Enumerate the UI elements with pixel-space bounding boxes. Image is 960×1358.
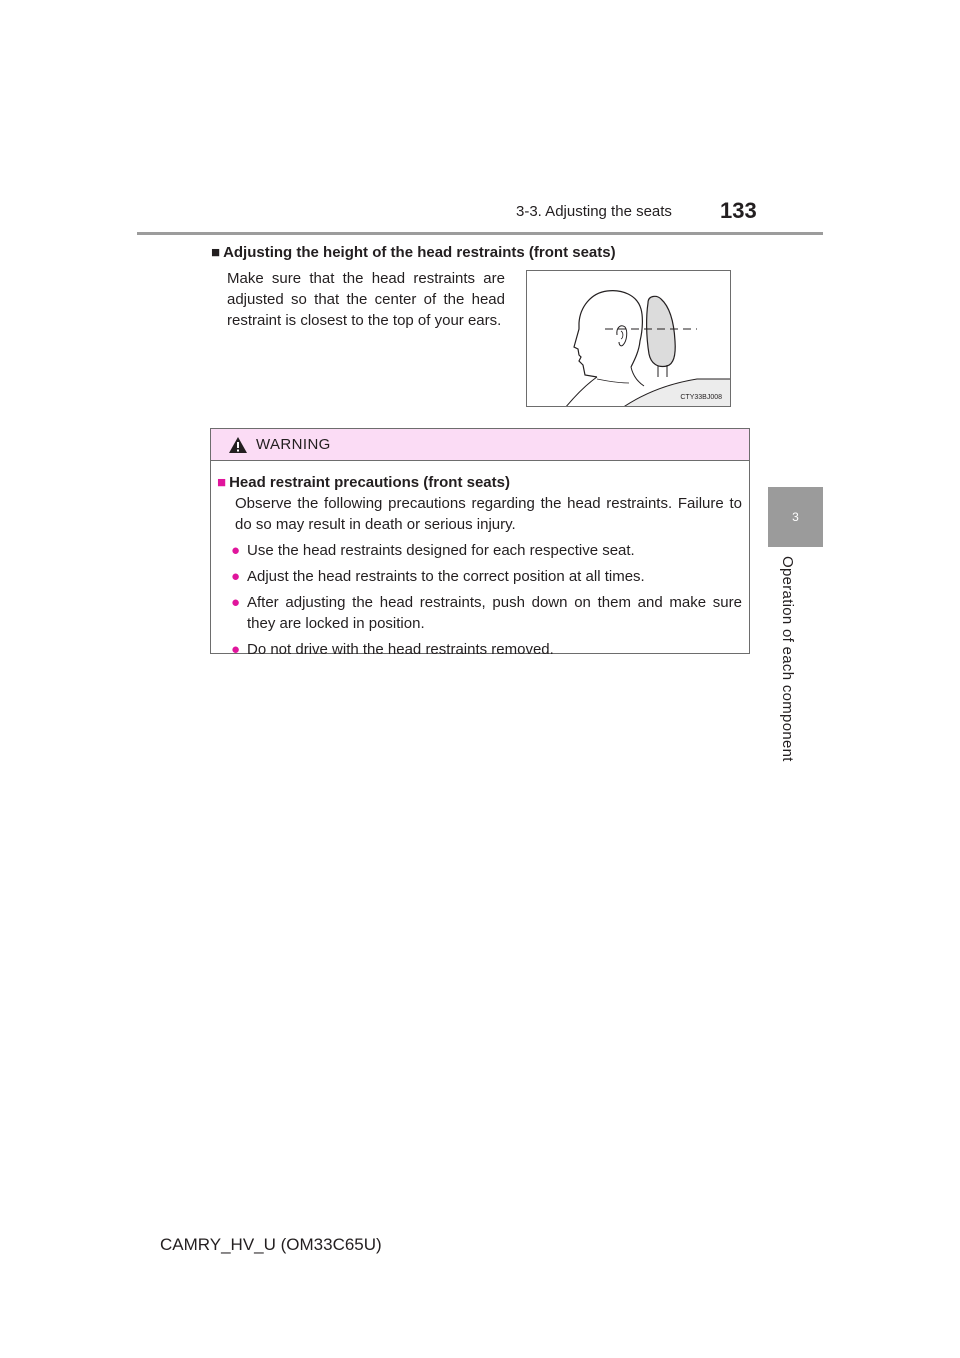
- warning-triangle-icon: [228, 436, 248, 454]
- warning-header: [211, 429, 749, 461]
- heading-marker: ■: [211, 244, 221, 261]
- warning-box: [210, 428, 750, 658]
- warning-body: [211, 461, 749, 660]
- bullet-text: Adjust the head restraints to the correct position at all times.: [247, 568, 645, 585]
- bullet-marker: ●: [231, 568, 241, 585]
- chapter-tab: [768, 487, 823, 547]
- document-footer: CAMRY_HV_U (OM33C65U): [160, 1235, 382, 1254]
- warning-subheading: [217, 473, 742, 493]
- warning-bullet: [231, 639, 742, 660]
- warning-bullet: [231, 592, 742, 634]
- intro-paragraph: Make sure that the head restraints are adjusted so that the center of the head restraint is closest to the top of your ears.: [227, 270, 505, 329]
- header-section-title: 3-3. Adjusting the seats: [516, 203, 672, 220]
- bullet-text: Use the head restraints designed for each respective seat.: [247, 542, 635, 559]
- bullet-marker: ●: [231, 641, 241, 658]
- figure-code: CTY33BJ008: [680, 394, 722, 401]
- chapter-label: Operation of each component: [779, 556, 796, 762]
- heading-text: Adjusting the height of the head restraints (front seats): [223, 244, 616, 261]
- bullet-marker: ●: [231, 542, 241, 559]
- warning-title: WARNING: [256, 436, 331, 453]
- warning-bullet: [231, 540, 742, 561]
- subheading-text: Head restraint precautions (front seats): [229, 474, 510, 491]
- head-restraint-illustration-icon: [527, 271, 731, 407]
- head-restraint-figure: [526, 270, 731, 407]
- header-divider: [137, 232, 823, 235]
- page-number: 133: [720, 198, 757, 223]
- warning-text: Observe the following precautions regarding the head restraints. Failure to do so may result in death or serious injury.: [235, 495, 742, 533]
- chapter-number: 3: [792, 510, 799, 524]
- bullet-text: Do not drive with the head restraints removed.: [247, 641, 554, 658]
- bullet-marker: ●: [231, 594, 241, 611]
- subheading-marker: ■: [217, 474, 227, 491]
- bullet-text: After adjusting the head restraints, push down on them and make sure they are locked in position.: [247, 594, 742, 632]
- section-heading: [211, 244, 616, 261]
- warning-bullet: [231, 566, 742, 587]
